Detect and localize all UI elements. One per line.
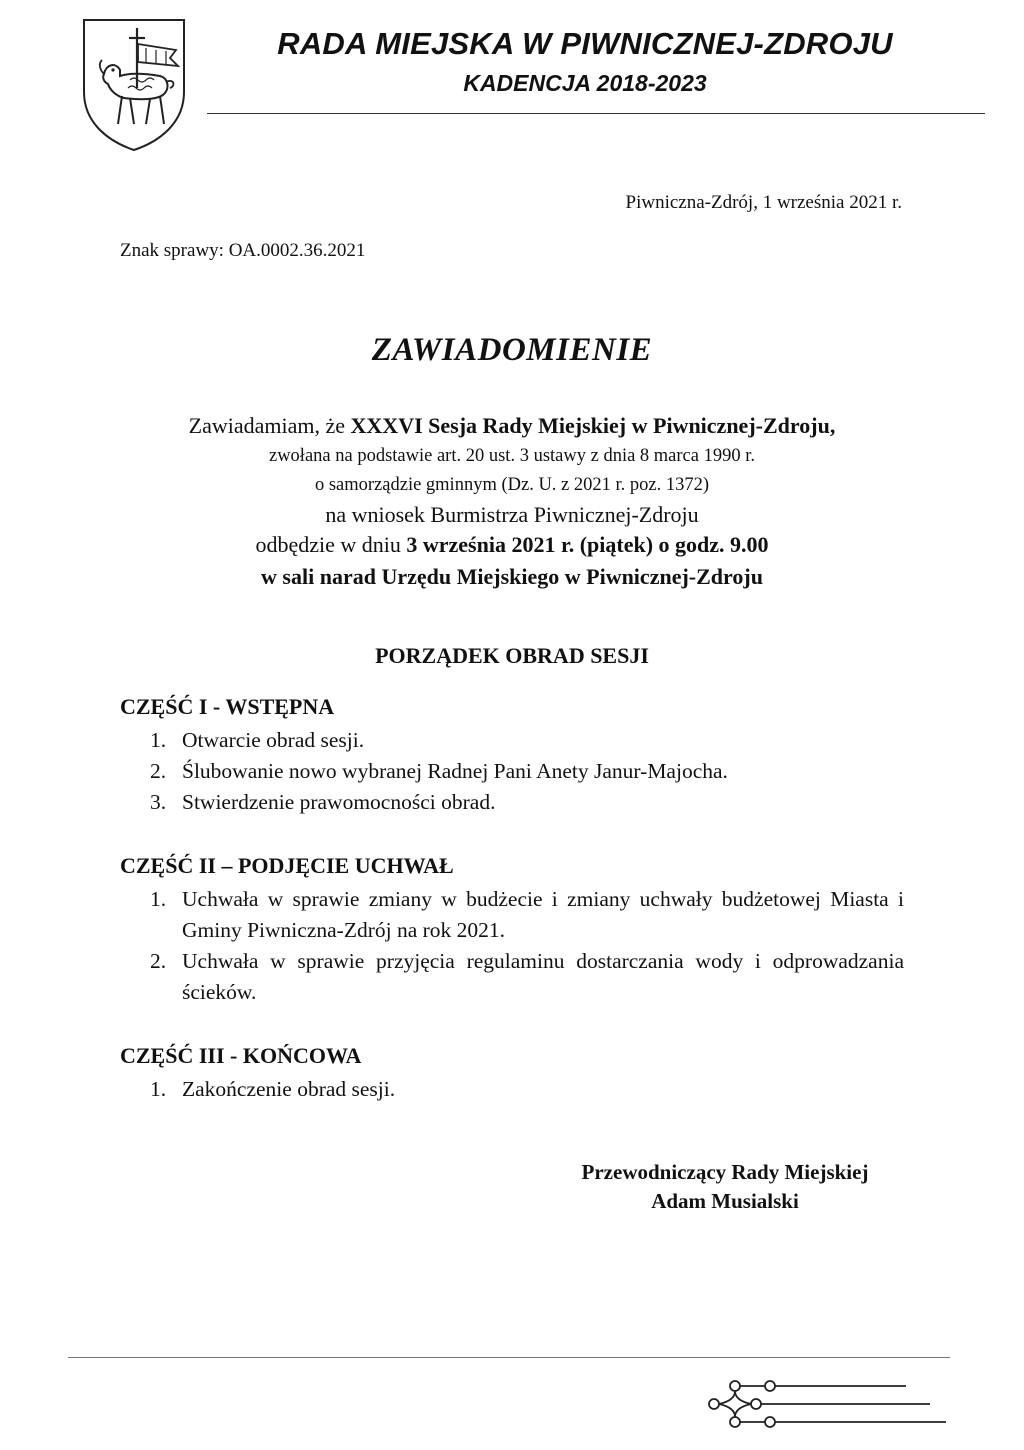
coat-of-arms-lamb-icon — [80, 16, 188, 154]
list-item — [150, 1074, 904, 1105]
notice-title: ZAWIADOMIENIE — [371, 332, 653, 368]
notice-line-1 — [100, 410, 924, 442]
list-item-number: 2. — [150, 759, 167, 783]
header-title: RADA MIEJSKA W PIWNICZNEJ-ZDROJU — [277, 26, 893, 61]
notice-body — [100, 410, 924, 594]
agenda-title: PORZĄDEK OBRAD SESJI — [375, 643, 649, 668]
list-item-number: 1. — [150, 728, 167, 752]
notice-line-4: na wniosek Burmistrza Piwnicznej-Zdroju — [325, 502, 699, 527]
header-divider — [207, 113, 985, 114]
notice-line-5 — [100, 530, 924, 560]
notice-line-3: o samorządzie gminnym (Dz. U. z 2021 r. poz. 1372) — [314, 475, 710, 495]
header-subtitle: KADENCJA 2018-2023 — [463, 70, 707, 96]
session-datetime: 3 września 2021 r. (piątek) o godz. 9.00 — [406, 532, 769, 557]
list-item — [150, 756, 904, 787]
session-name: XXXVI Sesja Rady Miejskiej w Piwnicznej-Zdroju, — [350, 413, 836, 438]
list-item-text: Uchwała w sprawie przyjęcia regulaminu dostarczania wody i odprowadzania ścieków. — [182, 949, 904, 1004]
session-location: w sali narad Urzędu Miejskiego w Piwnicznej-Zdroju — [261, 564, 763, 589]
list-item-number: 1. — [150, 1077, 167, 1101]
section-heading: CZĘŚĆ I - WSTĘPNA — [120, 694, 335, 719]
section-heading: CZĘŚĆ III - KOŃCOWA — [120, 1043, 362, 1068]
section-list — [150, 884, 904, 1008]
signature-block — [560, 1158, 890, 1216]
list-item-text: Stwierdzenie prawomocności obrad. — [182, 790, 496, 814]
notice-line-5-prefix: odbędzie w dniu — [255, 532, 407, 557]
list-item-text: Otwarcie obrad sesji. — [182, 728, 365, 752]
list-item — [150, 787, 904, 818]
decorative-knot-lines-icon — [700, 1372, 956, 1436]
signature-role: Przewodniczący Rady Miejskiej — [581, 1160, 869, 1184]
section-heading: CZĘŚĆ II – PODJĘCIE UCHWAŁ — [120, 853, 454, 878]
list-item — [150, 946, 904, 1008]
notice-line-1-prefix: Zawiadamiam, że — [188, 413, 351, 438]
list-item-text: Uchwała w sprawie zmiany w budżecie i zmiany uchwały budżetowej Miasta i Gminy Piwniczna-Zdrój na rok 2021. — [182, 887, 904, 942]
list-item — [150, 884, 904, 946]
notice-line-2: zwołana na podstawie art. 20 ust. 3 ustawy z dnia 8 marca 1990 r. — [268, 446, 755, 466]
list-item-text: Zakończenie obrad sesji. — [182, 1077, 396, 1101]
list-item-number: 3. — [150, 790, 167, 814]
section-list — [150, 1074, 904, 1105]
case-reference: Znak sprawy: OA.0002.36.2021 — [120, 240, 366, 261]
list-item-number: 2. — [150, 949, 167, 973]
list-item-number: 1. — [150, 887, 167, 911]
section-list — [150, 725, 904, 818]
place-date: Piwniczna-Zdrój, 1 września 2021 r. — [625, 192, 902, 213]
list-item-text: Ślubowanie nowo wybranej Radnej Pani Anety Janur-Majocha. — [182, 759, 728, 783]
signature-name: Adam Musialski — [651, 1189, 799, 1213]
list-item — [150, 725, 904, 756]
footer-divider — [68, 1357, 950, 1358]
